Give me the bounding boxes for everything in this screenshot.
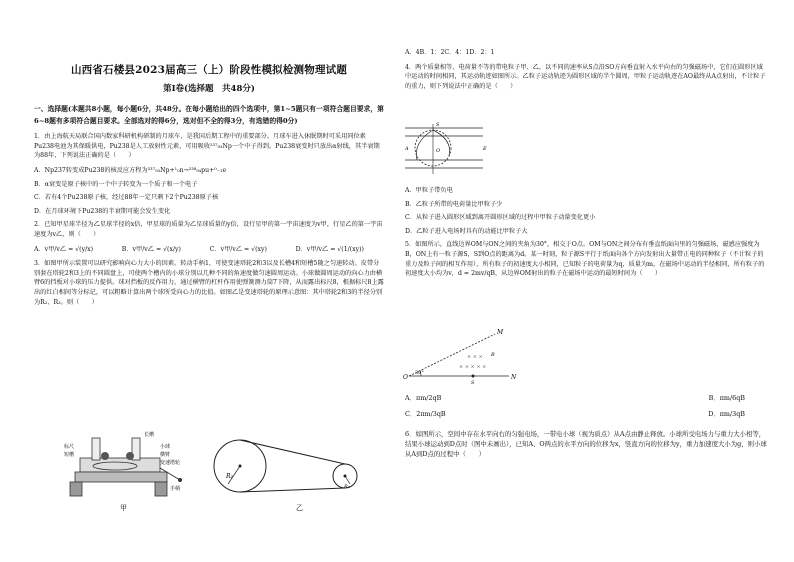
- q5-label-b: B: [491, 352, 495, 358]
- radius-label-r3: R₃: [344, 484, 350, 490]
- belt-pulley-diagram: [214, 440, 357, 492]
- question-6-stem: 6．如图所示，空间中存在水平向右的匀强电场，一带电小球（视为质点）从A点由静止释放。小球所受电场力与重力大小相等，结果小球运动到D点时（图中未画出），已知A、O两点的水平方向的位移为x，竖直方向的位移为y，重力加速度大小为g，则小球从A到D点的过程中（ ）: [405, 429, 767, 458]
- q5-options: [405, 394, 767, 465]
- q1-stem-part1: 1．由上海航天局联合国内数家科研机构研制的月球车，是我国后期工程中的重要部分。月球车进入休眠期时可采用同位素Pu238电池为其保暖供电，Pu238是人工放射性元素，可用吸收: [34, 133, 366, 150]
- label-talun: 变速塔轮: [160, 460, 181, 466]
- question-4-stem: 4．两个质量相等、电荷量不等的带电粒子甲、乙，以不同的速率从S点沿SO方向垂直射入水平向右的匀强磁场中，它们在圆形区域中运动的时间相同，其运动轨迹如图所示。乙粒子运动轨迹为圆形区域的半个圆周，甲粒子运动轨迹在AO最终从A点射出，不计粒子的重力，则下列说法中正确的是（ ）: [405, 63, 766, 90]
- question-5-stem: 5．如图所示，直线边界OM与ON之间的夹角为30°，相交于O点。OM与ON之间分布有垂直纸面向里的匀强磁场，磁感应强度为B，ON上有一粒子源S，S到O点的距离为d。某一时刻，粒子源S平行于纸面向各个方向发射出大量带正电的同种粒子（不计粒子的重力及粒子间的相互作用），所有粒子的初速度大小相同，已知粒子的电荷量为q，质量为m，在磁场中运动的半径相同，所有粒子的初速度大小均为v，d = 2mv/qB，从边界OM射出的粒子在磁场中运动的最短时间为（ ）: [405, 241, 765, 278]
- q4-label-s: S: [436, 122, 440, 128]
- q4-option-b: B．乙粒子所带的电荷量比甲粒子少: [405, 200, 503, 208]
- label-duancao: 短槽: [64, 452, 75, 458]
- q4-option-c: C．从粒子进入圆形区域到离开圆形区域的过程中甲粒子动量变化更小: [405, 214, 596, 222]
- q1-option-c: C．若有4个Pu238原子核，经过88年一定只剩下2个Pu238原子核: [34, 194, 219, 202]
- q5-label-o: O: [403, 374, 408, 381]
- q4-label-e: E: [483, 146, 487, 152]
- question-3-stem: 3．如图甲所示装置可以研究影响向心力大小的因素。转动手柄1，可使变速塔轮2和3以及长槽4和短槽5随之匀速转动。皮带分别套在塔轮2和3上的不同圆盘上，可使两个槽内的小球分别以几种不同的角速度做匀速圆周运动。小球做圆周运动的向心力由横臂6的挡板对小球的压力提供。球对挡板的反作用力，通过横臂的杠杆作用使弹簧测力筒7下降，从而露出标尺8，根据标尺8上露出的红白相间等分标记，可以粗略计算出两个球所受向心力的比值。如图乙是变速塔轮的原理示意图：其中塔轮2和3的半径分别为R₂、R₃。则（ ）: [34, 260, 384, 306]
- q2-option-b: B．v甲/v乙 = √(x/y): [121, 245, 181, 253]
- q1-option-b: B．α衰变是原子核中的一个中子转变为一个质子和一个电子: [34, 180, 198, 188]
- q3-answer-options: A．4B．1：2C．4：1D．2：1: [405, 49, 495, 56]
- label-shoubing: 手柄: [170, 486, 181, 492]
- q4-label-a: A: [405, 146, 409, 152]
- q5-option-a: A．πm/2qB: [405, 394, 442, 402]
- section-title: 第Ⅰ卷(选择题 共48分): [163, 84, 255, 94]
- q5-label-n: N: [511, 374, 517, 381]
- q4-figure: [403, 120, 493, 178]
- q5-options-row-2: [405, 410, 745, 420]
- label-changcao: 长槽: [144, 432, 155, 438]
- exam-title: 山西省石楼县2023届高三（上）阶段性模拟检测物理试题: [70, 64, 348, 76]
- q3-figure: [60, 418, 370, 514]
- q5-label-angle: 30°: [415, 370, 424, 376]
- question-1-stem: [34, 132, 384, 161]
- q2-options: [34, 245, 364, 255]
- q2-option-d: D．v甲/v乙 = √(1/(xy)): [295, 245, 364, 253]
- q1-stem-part2: 一个中子得到。Pu238衰变时只放出α射线，其半衰期为88年，下列说法正确的是（ ）: [34, 142, 380, 160]
- radius-label-r2: R₂: [226, 473, 233, 480]
- label-hengbi: 横臂: [160, 452, 171, 458]
- q1-option-d: D．在月球环境下Pu238的半衰期可能会发生变化: [34, 207, 171, 215]
- label-xiaoqiu: 小球: [160, 444, 171, 450]
- q1-option-a: A．Np237转变成Pu238的核反应方程为²³⁷₉₃Np+¹₀n→²³⁸₉₄pu+⁰₋₁e: [34, 166, 227, 174]
- section-instructions: 一、选择题(本题共8小题，每小题6分，共48分。在每小题给出的四个选项中，第1~5题只有一项符合题目要求，第6~8题有多项符合题目要求。全部选对的得6分，选对但不全的得3分，有选错的得0分): [34, 105, 384, 125]
- magnetic-field-x-marks-2: × × × × ×: [459, 364, 487, 370]
- figure-label-yi: 乙: [296, 504, 303, 512]
- q4-options: [405, 186, 767, 284]
- q5-option-d: D．πm/3qB: [708, 409, 745, 418]
- q5-options-row-1: [405, 394, 745, 404]
- left-column: [34, 104, 384, 312]
- q5-option-b: B．πm/6qB: [708, 394, 745, 402]
- q5-option-c: C．2πm/3qB: [405, 409, 446, 418]
- question-2-stem: 2．已知甲星球半径为乙星球半径的x倍，甲星球的质量为乙星球质量的y倍，设行星甲的第一宇宙速度为v甲，行星乙的第一宇宙速度为v乙，则（ ）: [34, 221, 383, 238]
- q2-option-a: A．v甲/v乙 = √(y/x): [34, 245, 94, 253]
- q4-option-d: D．乙粒子进入电场时具有的动能比甲粒子大: [405, 227, 528, 235]
- q5-label-m: M: [497, 329, 504, 336]
- q1-stem-symbol: ²³⁷₉₃Np: [210, 142, 232, 150]
- particle-source-dot: [472, 375, 475, 378]
- q4-option-a: A．甲粒子带负电: [405, 187, 453, 194]
- label-biaochi: 标尺: [64, 444, 75, 450]
- right-column: [405, 48, 767, 96]
- q4-label-o: O: [436, 148, 441, 154]
- q2-option-c: C．v甲/v乙 = √(xy): [209, 245, 267, 253]
- q5-label-s: S: [471, 380, 475, 386]
- magnetic-field-x-marks: × × ×: [467, 354, 483, 360]
- figure-label-jia: 甲: [120, 504, 127, 512]
- q5-figure: [403, 326, 533, 386]
